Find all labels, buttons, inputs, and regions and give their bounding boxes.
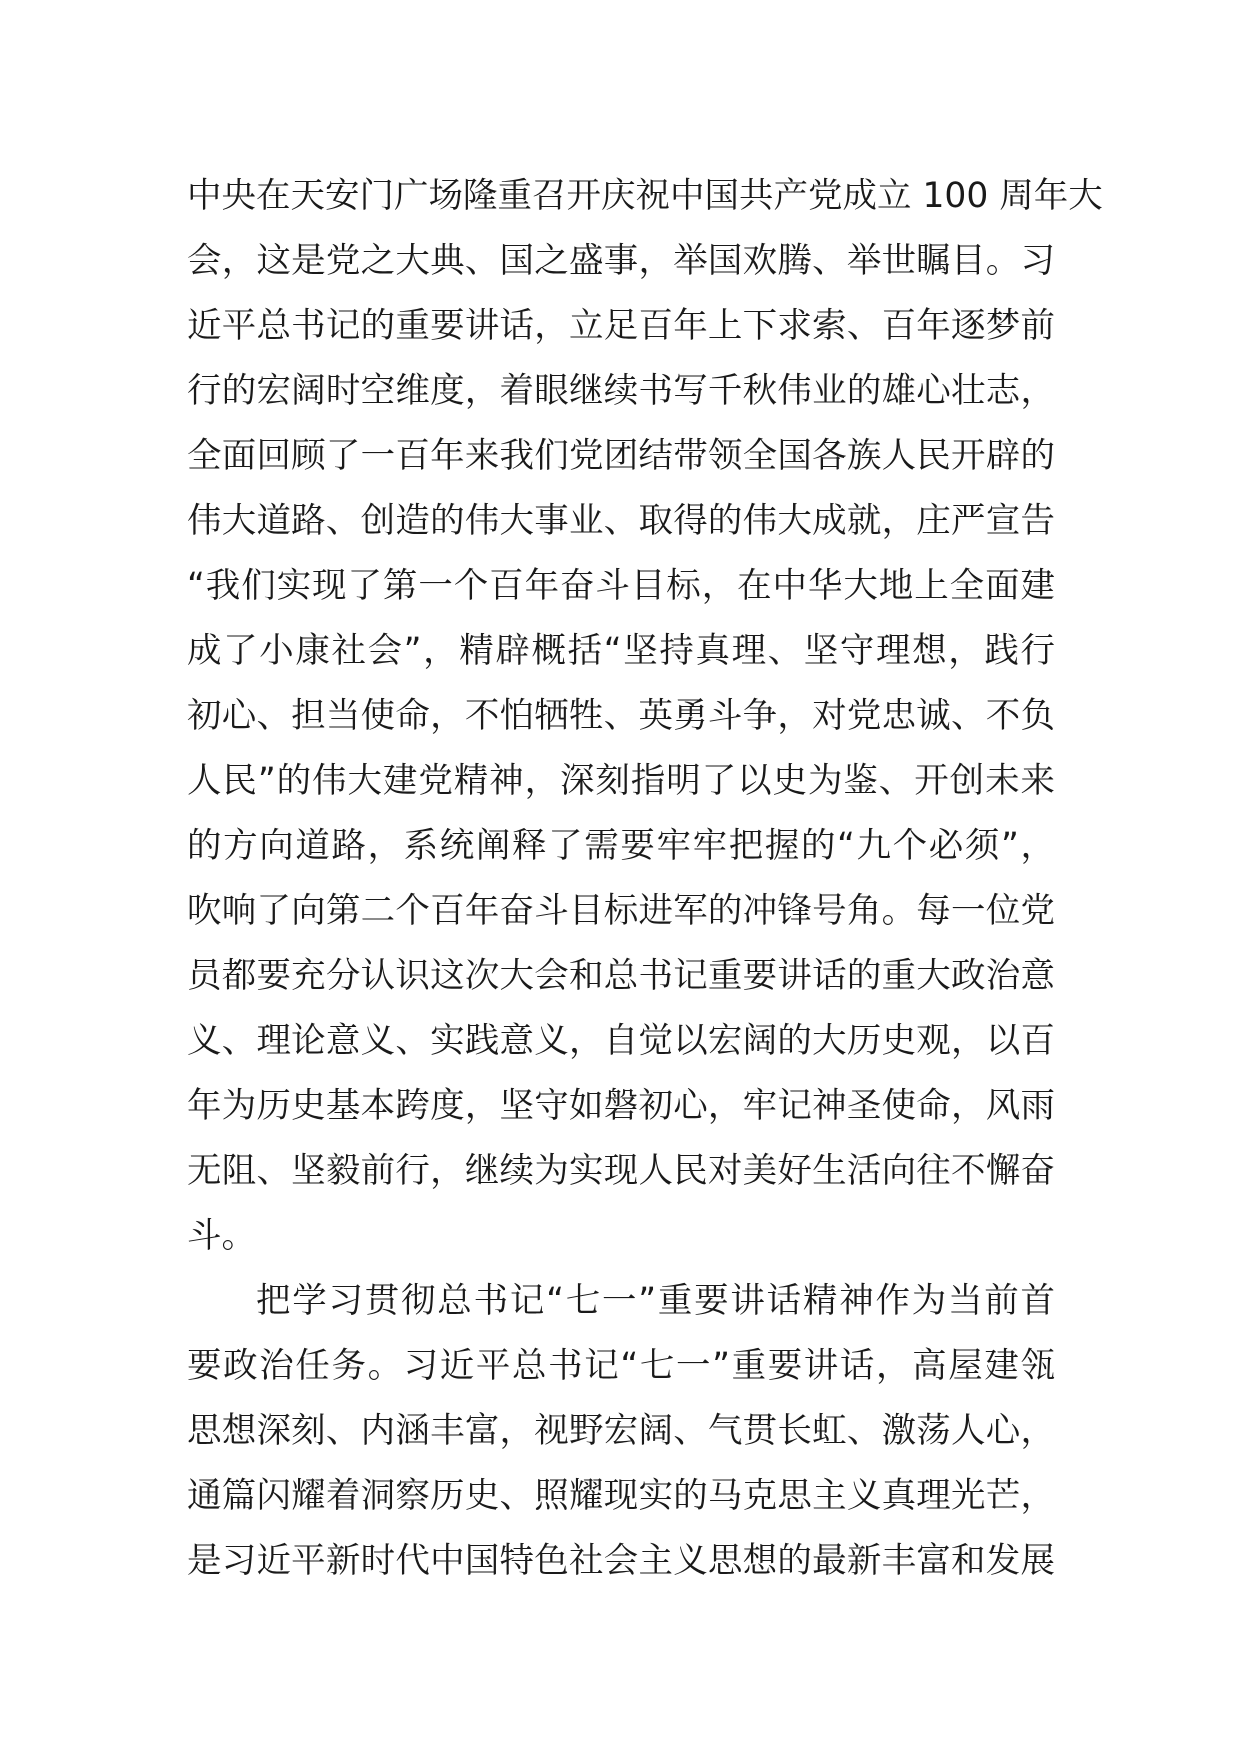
text-line: 吹响了向第二个百年奋斗目标进军的冲锋号角。每一位党 xyxy=(187,891,1055,931)
text-line: 把学习贯彻总书记“七一”重要讲话精神作为当前首 xyxy=(256,1281,1055,1321)
text-line: 初心、担当使命，不怕牺牲、英勇斗争，对党忠诚、不负 xyxy=(187,696,1055,736)
text-line: 要政治任务。习近平总书记“七一”重要讲话，高屋建瓴 xyxy=(187,1346,1055,1386)
text-line: 斗。 xyxy=(187,1216,256,1256)
text-line: 中央在天安门广场隆重召开庆祝中国共产党成立 100 周年大 xyxy=(187,176,1103,216)
text-line: 员都要充分认识这次大会和总书记重要讲话的重大政治意 xyxy=(187,956,1055,996)
text-line: 通篇闪耀着洞察历史、照耀现实的马克思主义真理光芒， xyxy=(187,1476,1055,1516)
text-line: 全面回顾了一百年来我们党团结带领全国各族人民开辟的 xyxy=(187,436,1055,476)
text-line: 人民”的伟大建党精神，深刻指明了以史为鉴、开创未来 xyxy=(187,761,1055,801)
text-line: 年为历史基本跨度，坚守如磐初心，牢记神圣使命，风雨 xyxy=(187,1086,1055,1126)
document-body xyxy=(187,164,1103,1594)
text-line: 伟大道路、创造的伟大事业、取得的伟大成就，庄严宣告 xyxy=(187,501,1055,541)
text-line: 成了小康社会”，精辟概括“坚持真理、坚守理想，践行 xyxy=(187,631,1055,671)
text-line: 无阻、坚毅前行，继续为实现人民对美好生活向往不懈奋 xyxy=(187,1151,1055,1191)
text-line: 会，这是党之大典、国之盛事，举国欢腾、举世瞩目。习 xyxy=(187,241,1055,281)
paragraph-1 xyxy=(187,164,1103,1269)
text-line: 义、理论意义、实践意义，自觉以宏阔的大历史观，以百 xyxy=(187,1021,1055,1061)
text-line: 行的宏阔时空维度，着眼继续书写千秋伟业的雄心壮志， xyxy=(187,371,1055,411)
paragraph-2 xyxy=(187,1269,1055,1594)
text-line: 近平总书记的重要讲话，立足百年上下求索、百年逐梦前 xyxy=(187,306,1055,346)
text-line: 是习近平新时代中国特色社会主义思想的最新丰富和发展 xyxy=(187,1541,1055,1581)
text-line: 思想深刻、内涵丰富，视野宏阔、气贯长虹、激荡人心， xyxy=(187,1411,1055,1451)
text-line: 的方向道路，系统阐释了需要牢牢把握的“九个必须”， xyxy=(187,826,1055,866)
text-line: “我们实现了第一个百年奋斗目标，在中华大地上全面建 xyxy=(187,566,1055,606)
